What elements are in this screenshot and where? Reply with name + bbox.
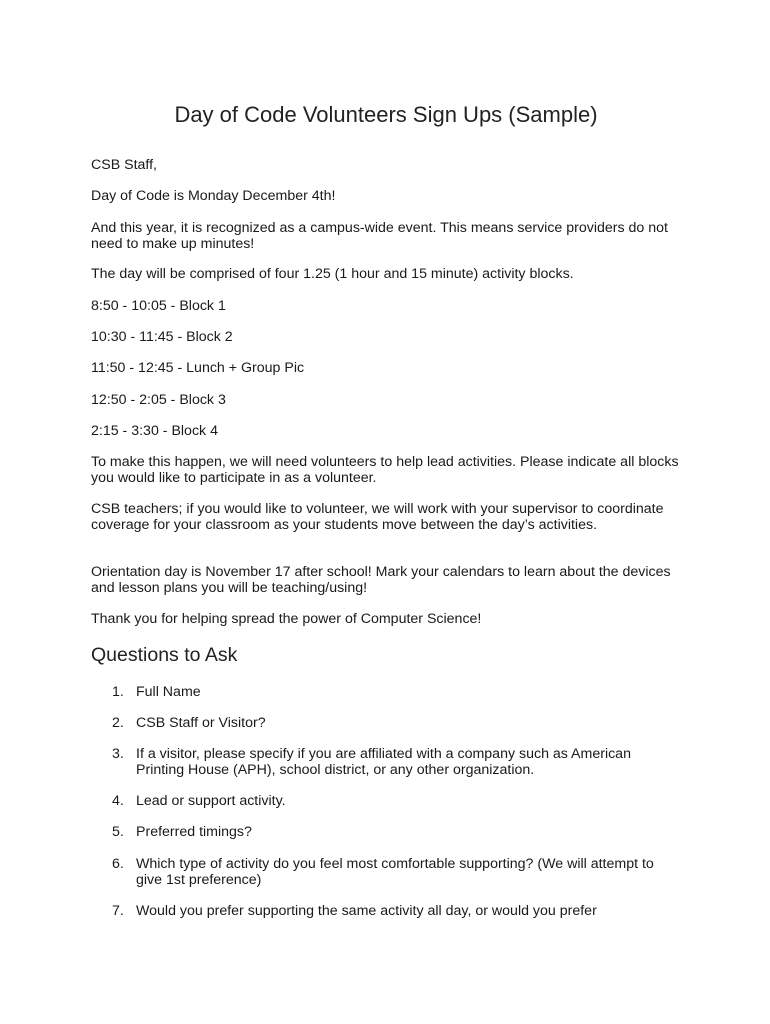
list-item-number: 2. <box>112 715 124 731</box>
date-paragraph: Day of Code is Monday December 4th! <box>91 188 336 204</box>
list-item-number: 4. <box>112 793 124 809</box>
list-item-number: 5. <box>112 824 124 840</box>
list-item-text: Which type of activity do you feel most comfortable supporting? (We will attempt to give 1st preference) <box>136 856 654 888</box>
list-item-text: Lead or support activity. <box>136 793 286 809</box>
list-item-number: 6. <box>112 856 124 872</box>
list-item-number: 1. <box>112 684 124 700</box>
list-item-text: Preferred timings? <box>136 824 252 840</box>
list-item-number: 7. <box>112 903 124 919</box>
schedule-block-4: 2:15 - 3:30 - Block 4 <box>91 423 218 439</box>
volunteers-needed-paragraph: To make this happen, we will need volunteers to help lead activities. Please indicate all blocks you would like to participate in as a volunteer. <box>91 454 679 486</box>
list-item-number: 3. <box>112 746 124 762</box>
schedule-block-2: 10:30 - 11:45 - Block 2 <box>91 329 233 345</box>
greeting-paragraph: CSB Staff, <box>91 157 157 173</box>
schedule-lunch: 11:50 - 12:45 - Lunch + Group Pic <box>91 360 305 376</box>
orientation-paragraph: Orientation day is November 17 after school! Mark your calendars to learn about the devices and lesson plans you will be teaching/using! <box>91 564 671 596</box>
list-item-text: Would you prefer supporting the same activity all day, or would you prefer <box>136 903 597 919</box>
list-item-text: Full Name <box>136 684 201 700</box>
schedule-block-1: 8:50 - 10:05 - Block 1 <box>91 298 226 314</box>
activity-blocks-paragraph: The day will be comprised of four 1.25 (1 hour and 15 minute) activity blocks. <box>91 266 574 282</box>
campus-event-paragraph: And this year, it is recognized as a campus-wide event. This means service providers do not need to make up minutes! <box>91 220 668 252</box>
document-title: Day of Code Volunteers Sign Ups (Sample) <box>174 102 598 127</box>
schedule-block-3: 12:50 - 2:05 - Block 3 <box>91 392 226 408</box>
thank-you-paragraph: Thank you for helping spread the power of Computer Science! <box>91 611 482 627</box>
questions-heading: Questions to Ask <box>91 644 238 666</box>
list-item-text: If a visitor, please specify if you are affiliated with a company such as American Printing House (APH), school district, or any other organization. <box>136 746 631 778</box>
teachers-paragraph: CSB teachers; if you would like to volunteer, we will work with your supervisor to coordinate coverage for your classroom as your students move between the day’s activities. <box>91 501 664 533</box>
list-item-text: CSB Staff or Visitor? <box>136 715 266 731</box>
